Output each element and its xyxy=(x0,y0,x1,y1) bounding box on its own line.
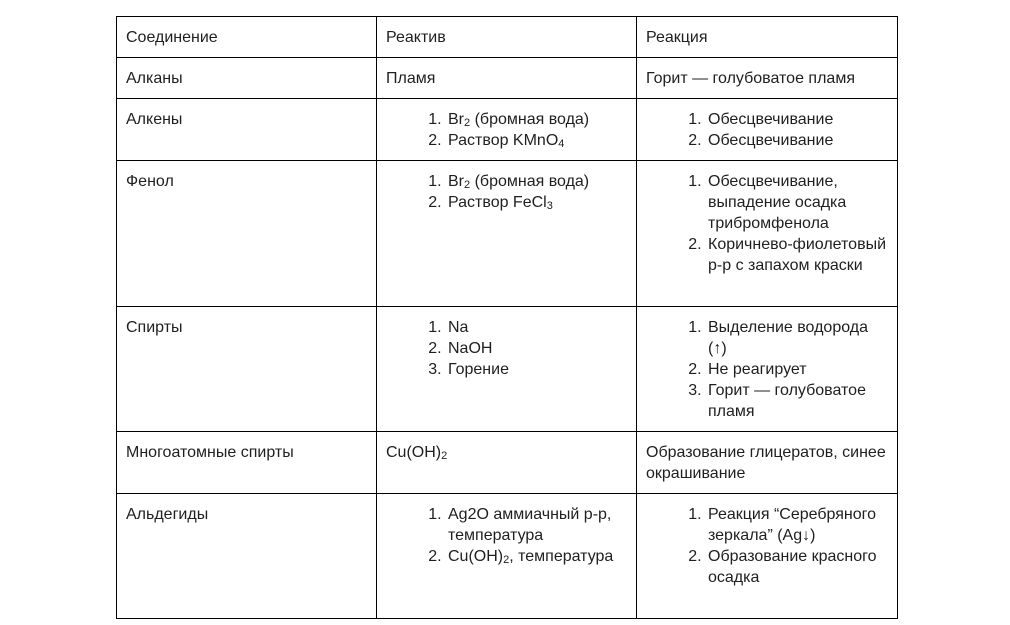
list-item: 1. $Br_2$ (бромная вода) xyxy=(446,171,627,192)
list-item: 3. Горение xyxy=(446,359,627,380)
reaction-list xyxy=(646,317,888,422)
table-row xyxy=(117,161,898,307)
reagent-list xyxy=(386,317,627,380)
reaction-cell xyxy=(637,161,898,307)
table-header-row xyxy=(117,17,898,58)
reaction-list xyxy=(646,109,888,151)
compound-cell: Альдегиды xyxy=(117,494,377,619)
reagent-cell xyxy=(377,161,637,307)
list-item: 2. Коричнево-фиолетовый р-р с запахом краски xyxy=(706,234,888,276)
table-row xyxy=(117,494,898,619)
compound-cell: Многоатомные спирты xyxy=(117,432,377,494)
list-item: 2. Образование красного осадка xyxy=(706,546,888,588)
compound-cell: Алканы xyxy=(117,58,377,99)
reactions-table-container xyxy=(116,16,897,619)
table-row xyxy=(117,432,898,494)
compound-cell: Алкены xyxy=(117,99,377,161)
reagent-cell xyxy=(377,307,637,432)
list-item: 1. Na xyxy=(446,317,627,338)
list-item: 1. Обесцвечивание, выпадение осадка трибромфенола xyxy=(706,171,888,234)
qualitative-reactions-table xyxy=(116,16,898,619)
compound-cell: Фенол xyxy=(117,161,377,307)
list-item: 2. Обесцвечивание xyxy=(706,130,888,151)
compound-cell: Спирты xyxy=(117,307,377,432)
list-item: 1. Реакция “Серебряного зеркала” (Ag↓) xyxy=(706,504,888,546)
reaction-cell xyxy=(637,307,898,432)
reagent-cell: $Cu(OH)_2$ xyxy=(377,432,637,494)
list-item: 2. $Cu(OH)_2$, температура xyxy=(446,546,627,567)
list-item: 2. Раствор KMnO$_4$ xyxy=(446,130,627,151)
reaction-list xyxy=(646,171,888,276)
list-item: 1. Обесцвечивание xyxy=(706,109,888,130)
list-item: 2. NaOH xyxy=(446,338,627,359)
list-item: 1. $Br_2$ (бромная вода) xyxy=(446,109,627,130)
list-item: 3. Горит — голубоватое пламя xyxy=(706,380,888,422)
reaction-list xyxy=(646,504,888,588)
reaction-cell: Образование глицератов, синее окрашивание xyxy=(637,432,898,494)
list-item: 1. Ag2O аммиачный р-р, температура xyxy=(446,504,627,546)
reagent-cell xyxy=(377,99,637,161)
reaction-cell xyxy=(637,99,898,161)
reagent-cell: Пламя xyxy=(377,58,637,99)
header-reaction: Реакция xyxy=(637,17,898,58)
table-row xyxy=(117,99,898,161)
list-item: 1. Выделение водорода (↑) xyxy=(706,317,888,359)
table-row xyxy=(117,58,898,99)
table-row xyxy=(117,307,898,432)
list-item: 2. Не реагирует xyxy=(706,359,888,380)
header-compound: Соединение xyxy=(117,17,377,58)
reaction-cell: Горит — голубоватое пламя xyxy=(637,58,898,99)
reagent-list xyxy=(386,109,627,151)
list-item: 2. Раствор FeCl$_3$ xyxy=(446,192,627,213)
reagent-cell xyxy=(377,494,637,619)
reagent-list xyxy=(386,504,627,567)
reagent-list xyxy=(386,171,627,213)
reaction-cell xyxy=(637,494,898,619)
header-reagent: Реактив xyxy=(377,17,637,58)
